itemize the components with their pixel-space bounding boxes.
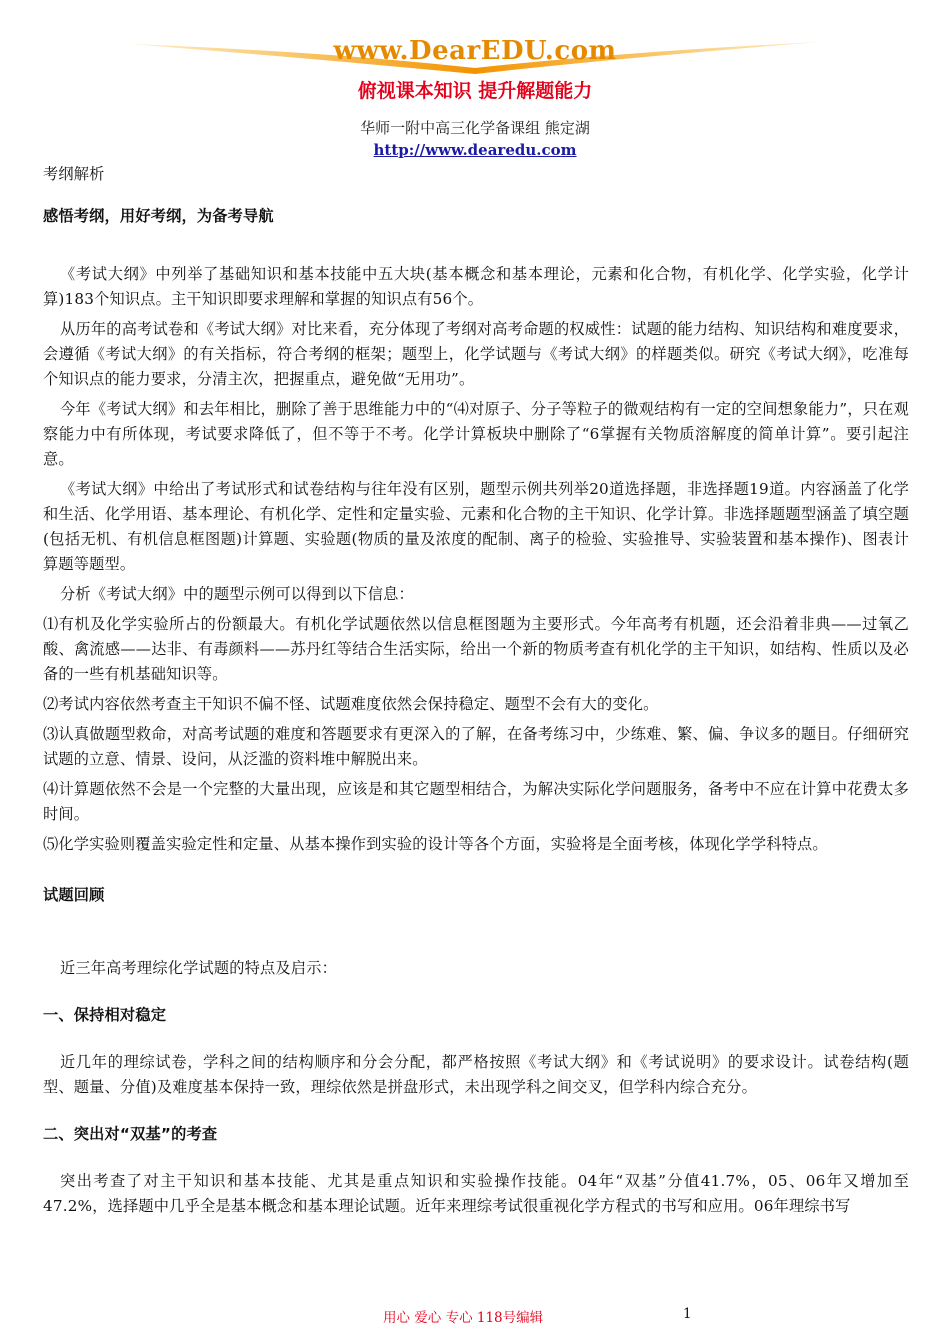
document-title: 俯视课本知识 提升解题能力 [357,80,593,102]
author-line: 华师一附中高三化学备课组 熊定湖 [360,119,590,137]
document-body [43,162,909,1219]
page-number: 1 [683,1306,692,1322]
site-banner [130,34,820,74]
banner-logo-text: www.DearEDU.com [333,36,617,66]
list-item: ⑶认真做题型救命，对高考试题的难度和答题要求有更深入的了解，在备考练习中，少练难、繁、偏、争议多的题目。仔细研究试题的立意、情景、设问，从泛滥的资料堆中解脱出来。 [43,725,909,768]
heading-guide: 感悟考纲，用好考纲，为备考导航 [43,207,274,225]
page-footer [0,1306,950,1326]
list-item: ⑴有机及化学实验所占的份额最大。有机化学试题依然以信息框图题为主要形式。今年高考有机题，还会沿着非典——过氧乙酸、禽流感——达非、有毒颜料——苏丹红等结合生活实际，给出一个新的物质考查有机化学的主干知识，如结构、性质以及必备的一些有机基础知识等。 [43,615,909,683]
paragraph: 分析《考试大纲》中的题型示例可以得到以下信息： [60,585,414,603]
list-item: ⑸化学实验则覆盖实验定性和定量、从基本操作到实验的设计等各个方面，实验将是全面考核，体现化学学科特点。 [43,835,828,853]
heading-stability: 一、保持相对稳定 [43,1006,167,1024]
list-item: ⑵考试内容依然考查主干知识不偏不怪、试题难度依然会保持稳定、题型不会有大的变化。 [43,695,659,713]
paragraph: 《考试大纲》中给出了考试形式和试卷结构与往年没有区别，题型示例共列举20道选择题，非选择题19道。内容涵盖了化学和生活、化学用语、基本理论、有机化学、定性和定量实验、元素和化合物的主干知识、化学计算。非选择题题型涵盖了填空题(包括无机、有机信息框图题)计算题、实验题(物质的量及浓度的配制、离子的检验、实验推导、实验装置和基本操作)、图表计算题等题型。 [43,480,909,573]
paragraph: 《考试大纲》中列举了基础知识和基本技能中五大块(基本概念和基本理论，元素和化合物，有机化学、化学实验，化学计算)183个知识点。主干知识即要求理解和掌握的知识点有56个。 [43,265,909,308]
list-item: ⑷计算题依然不会是一个完整的大量出现，应该是和其它题型相结合，为解决实际化学问题服务，备考中不应在计算中花费太多时间。 [43,780,909,823]
footer-text: 用心 爱心 专心 118号编辑 [383,1310,544,1326]
paragraph: 近几年的理综试卷，学科之间的结构顺序和分会分配，都严格按照《考试大纲》和《考试说明》的要求设计。试卷结构(题型、题量、分值)及难度基本保持一致，理综依然是拼盘形式，未出现学科之间交叉，但学科内综合充分。 [43,1053,909,1096]
website-link[interactable]: http://www.dearedu.com [373,141,577,159]
section-label: 考纲解析 [43,165,105,183]
heading-review: 试题回顾 [43,886,105,904]
paragraph: 突出考查了对主干知识和基本技能、尤其是重点知识和实验操作技能。04年“双基”分值41.7%，05、06年又增加至47.2%，选择题中几乎全是基本概念和基本理论试题。近年来理综考试很重视化学方程式的书写和应用。06年理综书写 [43,1172,909,1215]
heading-double-basics: 二、突出对“双基”的考查 [43,1125,218,1143]
paragraph: 近三年高考理综化学试题的特点及启示： [60,959,337,977]
paragraph: 今年《考试大纲》和去年相比，删除了善于思维能力中的“⑷对原子、分子等粒子的微观结构有一定的空间想象能力”，只在观察能力中有所体现，考试要求降低了，但不等于不考。化学计算板块中删除了“6掌握有关物质溶解度的简单计算”。要引起注意。 [43,400,909,468]
paragraph: 从历年的高考试卷和《考试大纲》对比来看，充分体现了考纲对高考命题的权威性：试题的能力结构、知识结构和难度要求，会遵循《考试大纲》的有关指标，符合考纲的框架；题型上，化学试题与《考试大纲》的样题类似。研究《考试大纲》，吃准每个知识点的能力要求，分清主次，把握重点，避免做“无用功”。 [43,320,909,388]
